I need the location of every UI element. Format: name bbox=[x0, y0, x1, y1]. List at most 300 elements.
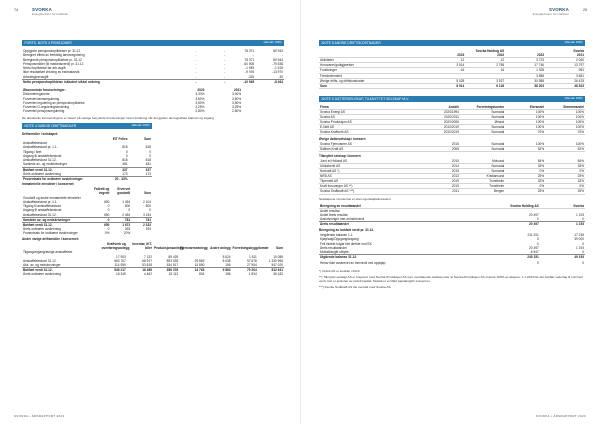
cell-value: 781 bbox=[110, 217, 131, 222]
cell-value: 3,00% bbox=[232, 92, 242, 97]
cell-value: 3,60% bbox=[232, 96, 242, 101]
cell-value: 0 bbox=[536, 241, 539, 246]
cell-value: 97 878 bbox=[246, 258, 257, 263]
unit-label: (Alle tall i 1000) bbox=[564, 41, 583, 44]
cell-value: - bbox=[195, 61, 197, 66]
cell-value: 100% bbox=[545, 109, 585, 114]
col-head: Andre anlegg bbox=[210, 245, 231, 250]
cell-value: 0 bbox=[582, 241, 584, 246]
cell-value: 25% bbox=[505, 174, 545, 179]
cell-value: 156 bbox=[225, 263, 231, 268]
cell-value: 2019 bbox=[420, 184, 460, 189]
footnote: **) Tilknyttet selskap AS er fusjonert med Svorka Produksjon AS som overtakende selskap etter at Svorka Produksjon AS overtok 100% av aksjene. 1.1.2023 ble det bokført vederlag til nominelt verdi. Det er avsluttet av innfelt kapital. Mottatt er et tilført kapitalutgift i konsernet. bbox=[319, 274, 583, 283]
row-label: Salthes Kraft AS bbox=[319, 147, 420, 152]
note-title: NOTE 4 VARIGE DRIFTSMIDLER bbox=[24, 123, 77, 128]
cell-value: -79 538 bbox=[272, 61, 283, 66]
cell-value bbox=[131, 231, 152, 235]
cell-value: 781 bbox=[131, 217, 152, 222]
table-row bbox=[319, 83, 585, 88]
row-label: Netto forpliktelse før arb.avgift bbox=[23, 66, 66, 71]
section-heading: Driftsmidler i selskapet: bbox=[22, 131, 59, 136]
cell-value: 2020/2006 bbox=[420, 120, 460, 125]
cell-value: - bbox=[169, 79, 198, 84]
row-label: Feil inntekt fulgør fart direkte mot EK bbox=[320, 241, 372, 246]
cell-value: Trondheim bbox=[460, 179, 505, 184]
cell-value: 20 497 bbox=[529, 245, 539, 250]
cell-value: 1 834 bbox=[248, 272, 257, 277]
cell-value: Surnadal bbox=[460, 114, 505, 119]
cell-value: 12 bbox=[465, 58, 505, 63]
cell-value: 2 765 bbox=[465, 63, 505, 68]
brand-logo: SVORKA bbox=[549, 7, 569, 12]
cell-value: Surnadal bbox=[460, 142, 505, 147]
cell-value: 10 089 bbox=[273, 254, 283, 259]
cell-value: -325 bbox=[247, 74, 255, 79]
cell-value: 2 323 bbox=[131, 222, 152, 227]
cell-value: 7 132 bbox=[144, 254, 152, 259]
cell-value: 33% bbox=[545, 179, 585, 184]
row-label: NRB AS bbox=[319, 174, 420, 179]
cell-value: 33% bbox=[505, 163, 545, 168]
cell-value: 337 bbox=[100, 167, 129, 172]
row-label: Anskaffelseskost bbox=[23, 141, 47, 146]
cell-value: 2 454 bbox=[122, 212, 131, 217]
row-label: Arbeidsgiveravgift bbox=[23, 74, 49, 79]
cell-value: 33% bbox=[505, 179, 545, 184]
cell-value: - bbox=[195, 48, 197, 53]
section-heading: Immaterielle eiendeler i konsernet: bbox=[22, 182, 75, 187]
cell-value: 25% bbox=[545, 189, 585, 194]
cell-value: 100% bbox=[505, 114, 545, 119]
footnote: ***) Svorka Småkraft AS ble overtatt med Svorka AS. bbox=[319, 284, 392, 289]
cell-value: 52% bbox=[505, 147, 545, 152]
table-row bbox=[319, 130, 585, 135]
cell-value: 2013 bbox=[420, 174, 460, 179]
cell-value: 20% bbox=[123, 231, 131, 236]
cell-value: 0 bbox=[149, 208, 151, 213]
row-label: Årets ordinære avskrivning bbox=[23, 272, 61, 277]
table-row bbox=[319, 255, 585, 260]
table-row bbox=[319, 261, 585, 265]
cell-value: 481 bbox=[145, 162, 151, 167]
col-head: Svorka bbox=[540, 204, 585, 209]
col-head: Kraftverk og overføringsanlegg bbox=[101, 242, 130, 250]
note-6-header bbox=[319, 96, 585, 102]
cell-value: 0 bbox=[107, 227, 110, 232]
row-label: Anskaffelseskost pr. 1.1. bbox=[23, 199, 58, 204]
cell-value bbox=[129, 176, 152, 181]
cell-value: 80 943 bbox=[273, 48, 283, 53]
cell-value: 100% bbox=[545, 142, 585, 147]
cell-value: 12 bbox=[425, 58, 465, 63]
cell-value: 3,25% bbox=[232, 105, 242, 110]
col-head: Fjernvarmeanlegg bbox=[180, 245, 208, 250]
unit-label: (Alle tall i 1000) bbox=[131, 123, 150, 127]
cell-value: 0% bbox=[104, 231, 110, 236]
cell-value: 100% bbox=[505, 109, 545, 114]
cell-value: 2010/2019 bbox=[420, 125, 460, 130]
row-label: Årets ordinære avskrivning bbox=[23, 227, 61, 232]
right-page bbox=[300, 0, 600, 424]
cell-value: 70 204 bbox=[232, 268, 258, 273]
cell-value: 3 723 bbox=[505, 58, 545, 63]
cell-value: 650 bbox=[104, 199, 110, 204]
cell-value: -6 547 bbox=[529, 250, 539, 255]
row-label: Netto pensjonsforpliktelse inkludert sikkel ordning bbox=[22, 79, 169, 84]
row-label: Ulrikaberkt AS bbox=[319, 163, 420, 168]
cell-value: 70% bbox=[545, 130, 585, 135]
col-head: Beregning av resultatandel bbox=[319, 204, 484, 209]
cell-value: - bbox=[195, 74, 197, 79]
cell-value: 0% bbox=[545, 184, 585, 189]
cell-value: 0 bbox=[107, 208, 110, 213]
cell-value: 3,25% bbox=[195, 105, 205, 110]
cell-value: Surnadal bbox=[460, 130, 505, 135]
right-content bbox=[319, 40, 585, 291]
assumptions-text: De aktuarielle forutsetningene er basert på vanlige benyttede forutsetninger innen forsikring når det gjelder demografiske faktorer og avgang. bbox=[22, 115, 215, 120]
cell-value: 1 193 bbox=[576, 212, 584, 217]
row-label: Anskaffelseskost 31.12. bbox=[23, 158, 57, 163]
cell-value: 173 bbox=[122, 171, 128, 176]
col-head: Inventar, IKT, biler bbox=[132, 242, 152, 250]
row-label: Tilgang til anskaffelseskost bbox=[23, 204, 61, 209]
col-head: Sum bbox=[276, 245, 283, 250]
table-row bbox=[319, 147, 585, 152]
cell-value: 13 797 bbox=[545, 63, 585, 68]
method-note: Selskapene i konsernet er etter egenkapitalmetoden. bbox=[319, 196, 392, 201]
row-label: Prosentsats for ordinære avskrivninger bbox=[23, 231, 78, 236]
cell-value: 0 bbox=[125, 153, 128, 158]
row-label: Forventet regulering av pensjonsforpliktelse bbox=[23, 100, 85, 105]
row-label: Honorarer/godtgjørelser bbox=[319, 63, 425, 68]
page-number: 25 bbox=[583, 8, 587, 12]
cell-value: 2 104 bbox=[143, 199, 151, 204]
cell-value: 100% bbox=[545, 120, 585, 125]
row-label: Svorka AS bbox=[319, 114, 420, 119]
row-label: Samlede av- og nedskrivninger bbox=[22, 217, 90, 222]
cell-value: 800 bbox=[124, 204, 131, 209]
cell-value: 30 858 bbox=[505, 78, 545, 83]
cell-value: 17 746 bbox=[505, 63, 545, 68]
cell-value: 893 335 bbox=[166, 258, 179, 263]
cell-value: 393 bbox=[145, 227, 151, 232]
cell-value: 211 201 bbox=[527, 232, 539, 237]
row-label: Pensjonsmidler (til markedsverdi) pr. 31.12 bbox=[23, 61, 84, 66]
cell-value: 100% bbox=[545, 114, 585, 119]
cell-value: 114 950 bbox=[114, 263, 126, 268]
row-label: Mottatt/avgitt utbytte bbox=[320, 250, 349, 255]
note-5-header bbox=[319, 40, 585, 46]
unit-label: (Alle tall i 1000) bbox=[263, 41, 282, 44]
assets-table bbox=[22, 137, 152, 181]
brand-tagline: Energikonsern for kraftfoler bbox=[532, 11, 569, 16]
row-label: Avgang til anskaffelseskost bbox=[23, 153, 62, 158]
cell-value: 393 bbox=[124, 227, 131, 232]
cell-value: 78 371 bbox=[244, 57, 255, 62]
row-label: Utgående balanse 31.12. bbox=[319, 255, 484, 260]
row-label: Avgang til anskaffelseskost bbox=[23, 208, 62, 213]
associates-table bbox=[319, 159, 585, 195]
section-heading: Øvrige datterselskap i konsern bbox=[319, 136, 366, 141]
section-heading: Beregning av bokført verdi pr. 31.12. bbox=[319, 227, 375, 232]
cell-value: 812 941 bbox=[258, 268, 284, 273]
cell-value: -1 519 bbox=[273, 66, 283, 71]
cell-value: 0 bbox=[90, 217, 111, 222]
cell-value: -13 970 bbox=[272, 70, 283, 75]
cell-value: 2020/2011 bbox=[420, 114, 460, 119]
cell-value: - bbox=[224, 53, 226, 58]
row-label: Bokført verdi 31.12. bbox=[22, 167, 100, 172]
row-label: E-Nett AS bbox=[319, 125, 420, 130]
col-head: Produksjonsanlegg bbox=[153, 245, 184, 250]
cell-value: 1 193 bbox=[540, 222, 585, 227]
cell-value: 100% bbox=[505, 125, 545, 130]
cell-value: 100% bbox=[545, 125, 585, 130]
cell-value: 2015 bbox=[420, 159, 460, 164]
row-label: Oppgjorte pensjonsforpliktelser pr. 31.12 bbox=[23, 48, 81, 53]
cell-value: Kristiansund bbox=[460, 174, 505, 179]
assumptions-table bbox=[22, 88, 284, 114]
cell-value: Surnadal bbox=[460, 163, 505, 168]
row-label: Årets ordinære avskrivning bbox=[23, 171, 61, 176]
cell-value: - bbox=[224, 57, 226, 62]
cell-value: 84% bbox=[545, 159, 585, 164]
cell-value: 0 bbox=[125, 149, 128, 154]
cell-value: 2008 bbox=[420, 147, 460, 152]
row-label: Ikke resultatført virkning av estimatavvik bbox=[23, 70, 80, 75]
year-col: 2023 bbox=[197, 87, 205, 92]
cell-value: 0 bbox=[149, 149, 151, 154]
cell-value: 100% bbox=[505, 142, 545, 147]
cell-value: 1 454 bbox=[122, 199, 131, 204]
cell-value: 981 bbox=[545, 68, 585, 73]
cell-value: 26 425 bbox=[545, 78, 585, 83]
row-label: Årets resultatandel bbox=[320, 245, 347, 250]
unit-label: (Alle tall i 1000) bbox=[564, 96, 583, 100]
cell-value: 89 429 bbox=[168, 254, 179, 259]
group-head: Svorka bbox=[573, 48, 584, 53]
cell-value: 36 182 bbox=[273, 272, 283, 277]
cell-value: 17 239 bbox=[574, 232, 584, 237]
cell-value: 58 203 bbox=[505, 83, 545, 88]
cell-value: - bbox=[195, 53, 197, 58]
cell-value: 800 bbox=[145, 204, 151, 209]
row-label: Øvrige drifts- og driftskostnader bbox=[319, 78, 425, 83]
row-label: Akk. av- og nedskrivninger bbox=[23, 263, 61, 268]
row-label: Aktiviteter bbox=[319, 58, 425, 63]
cell-value: 0 bbox=[536, 261, 539, 266]
cell-value: - bbox=[224, 61, 226, 66]
cell-value: 663 767 bbox=[114, 258, 126, 263]
row-label: Forventet lønnsregulering bbox=[23, 96, 60, 101]
footnotes bbox=[319, 269, 585, 289]
cell-value: Ørland bbox=[460, 120, 505, 125]
cell-value: - bbox=[224, 70, 226, 75]
result-share-table bbox=[319, 204, 585, 227]
cell-value: 48 523 bbox=[545, 83, 585, 88]
note-3-header bbox=[22, 40, 284, 46]
cell-value: -9 976 bbox=[245, 70, 255, 75]
cell-value: 16 349 bbox=[116, 272, 126, 277]
note-title: NOTE 5 ANDRE DRIFTSKOSTNADER bbox=[321, 41, 381, 45]
fixed-assets-table bbox=[22, 242, 284, 276]
cell-value: 650 bbox=[104, 212, 110, 217]
cell-value: - bbox=[224, 48, 226, 53]
table-row bbox=[22, 109, 284, 113]
row-label: Avskrivninger mer-/mindreverdi bbox=[320, 217, 365, 222]
cell-value: 2,80% bbox=[195, 109, 205, 114]
cell-value: 15 113 bbox=[168, 272, 179, 277]
col-head: Stemmeandel bbox=[545, 105, 585, 110]
cell-value: 0 bbox=[536, 237, 539, 242]
col-head: Svorka Holding AS bbox=[484, 204, 540, 209]
row-label: Svorka Kraftverk AS bbox=[319, 130, 420, 135]
cell-value: - bbox=[224, 74, 226, 79]
cell-value: 3 858 bbox=[505, 73, 545, 78]
cell-value: 16 bbox=[425, 68, 465, 73]
cell-value: 2015 bbox=[420, 142, 460, 147]
cell-value: 16 bbox=[465, 68, 505, 73]
cell-value: Bergen bbox=[460, 189, 505, 194]
cell-value: -10 945 bbox=[226, 79, 255, 84]
cell-value: 0% bbox=[505, 184, 545, 189]
cell-value: 0 bbox=[536, 217, 539, 222]
cell-value: 337 bbox=[129, 167, 152, 172]
cell-value: 2,60% bbox=[232, 109, 242, 114]
cell-value: 481 bbox=[122, 162, 128, 167]
col-head: Forretningsbygg/tomter bbox=[232, 245, 269, 250]
cell-value: -1 949 bbox=[245, 66, 255, 71]
cell-value: 3 681 bbox=[545, 73, 585, 78]
cell-value: -8 464 bbox=[255, 79, 284, 84]
year-col: 2022 bbox=[465, 53, 505, 58]
table-row bbox=[319, 189, 585, 194]
cell-value: 17 903 bbox=[116, 254, 126, 259]
left-content bbox=[22, 40, 284, 277]
cell-value: 1 511 bbox=[248, 254, 257, 259]
col-head: Forretningskontor bbox=[460, 105, 505, 110]
cell-value: 33% bbox=[545, 163, 585, 168]
row-label: Beregnet effekt av fremtidig lønnsregulering bbox=[23, 53, 85, 58]
cell-value: 80 943 bbox=[273, 57, 283, 62]
row-label: Beregnede pensjonsforpliktelser pr. 31.12 bbox=[23, 57, 82, 62]
cell-value: 100% bbox=[505, 120, 545, 125]
cell-value: 0 bbox=[128, 208, 131, 213]
year-col: 2021 bbox=[233, 87, 242, 92]
cell-value: 2 060 bbox=[545, 58, 585, 63]
cell-value: 3 537 bbox=[465, 78, 505, 83]
col-head: Anskik bbox=[420, 105, 460, 110]
cell-value: 27 954 bbox=[246, 263, 257, 268]
pension-table bbox=[22, 49, 284, 84]
brand-logo: SVORKA bbox=[32, 7, 52, 12]
col-head: Sum bbox=[144, 190, 151, 195]
section-heading: Tilknyttet selskap i konsern bbox=[319, 153, 361, 158]
cell-value: 3 514 bbox=[425, 63, 465, 68]
cell-value: 29 869 bbox=[194, 258, 205, 263]
cell-value: 6 128 bbox=[465, 83, 505, 88]
table-row bbox=[22, 79, 284, 84]
row-label: Kjøp/salg/Oppgang/avgang bbox=[320, 237, 359, 242]
row-label: Svorka Småkraft AS ***) bbox=[319, 189, 420, 194]
footer: SVORKA • ÅRSRAPPORT 2023 bbox=[535, 414, 586, 419]
col-head: Sum bbox=[144, 136, 151, 141]
cell-value: 0 bbox=[149, 153, 151, 158]
cell-value: 549 217 bbox=[101, 268, 127, 273]
cell-value: 650 bbox=[90, 222, 111, 227]
cell-value: Surnadal bbox=[460, 147, 505, 152]
cell-value: 818 bbox=[145, 158, 151, 163]
cell-value: 2011 bbox=[420, 189, 460, 194]
row-label: Samlede av- og nedskrivninger bbox=[23, 162, 67, 167]
cell-value: 818 bbox=[145, 145, 151, 150]
col-head: EIT Felles bbox=[112, 136, 128, 141]
row-label: Anskaffelseskost 31.12. bbox=[23, 212, 57, 217]
row-label: Jund et Holland AS bbox=[319, 159, 420, 164]
row-label: Tilgang i året bbox=[23, 149, 42, 154]
footnote: *) Innfelt AS er avviklet i 2023. bbox=[319, 268, 361, 273]
page-number: 74 bbox=[14, 8, 18, 12]
cell-value: 358 378 bbox=[153, 268, 179, 273]
cell-value: - bbox=[281, 53, 283, 58]
table-row bbox=[22, 231, 152, 235]
cell-value: 5 028 bbox=[425, 78, 465, 83]
cell-value: 173 bbox=[145, 171, 151, 176]
cell-value: 2015 bbox=[420, 169, 460, 174]
row-label: Norkraft AS *) bbox=[319, 169, 420, 174]
cell-value: 2010/2019 bbox=[420, 130, 460, 135]
brand-tagline: Energikonsern for kraftfoler bbox=[32, 11, 69, 16]
cell-value: 8 624 bbox=[222, 254, 231, 259]
cell-value: 0 bbox=[582, 217, 584, 222]
row-label: Bokført verdi 31.12. bbox=[22, 222, 90, 227]
row-label: Tilgang/avgang/øvrige anskaffelser bbox=[23, 250, 73, 255]
row-label: Herav ikke avskrevet av merverdi ved oppkjøp bbox=[320, 261, 386, 266]
cell-value: - bbox=[198, 79, 227, 84]
cell-value: 16 489 bbox=[127, 268, 153, 273]
cell-value: 1 193 bbox=[576, 245, 584, 250]
small-table bbox=[319, 261, 585, 265]
cell-value: 1 330 966 bbox=[268, 258, 283, 263]
other-subs-table bbox=[319, 142, 585, 152]
cell-value: - bbox=[195, 70, 197, 75]
cell-value: 2019 bbox=[420, 179, 460, 184]
row-label: Anskaffelseskost pr. 1.1. bbox=[23, 145, 58, 150]
cell-value: 2014 bbox=[420, 163, 460, 168]
row-label: Tilpernett AS bbox=[319, 179, 420, 184]
cell-value: 15 890 bbox=[194, 263, 205, 268]
cell-value: 0 bbox=[107, 204, 110, 209]
intangibles-table bbox=[22, 187, 152, 235]
cell-value: 8 914 bbox=[425, 83, 465, 88]
cell-value: 20 - 33% bbox=[100, 176, 129, 181]
section-heading: Andre varige driftsmidler i konsernet: bbox=[22, 237, 79, 242]
note-4-header bbox=[22, 123, 152, 129]
book-value-table bbox=[319, 233, 585, 259]
cell-value: 0% bbox=[505, 169, 545, 174]
cell-value: 20 497 bbox=[484, 222, 540, 227]
cell-value: Surnadal bbox=[460, 109, 505, 114]
cell-value: - bbox=[195, 57, 197, 62]
cell-value: 52% bbox=[545, 147, 585, 152]
cell-value: 49 193 bbox=[540, 255, 585, 260]
row-label: Fremleieinntekt bbox=[319, 73, 425, 78]
note-title: FORTS. NOTE 3 PENSJONER bbox=[24, 41, 72, 45]
cell-value: - bbox=[253, 53, 255, 58]
cell-value: 3,60% bbox=[195, 96, 205, 101]
row-label: Prosentsats for ordinære avskrivninger bbox=[22, 176, 100, 181]
year-col: 2023 bbox=[425, 53, 465, 58]
